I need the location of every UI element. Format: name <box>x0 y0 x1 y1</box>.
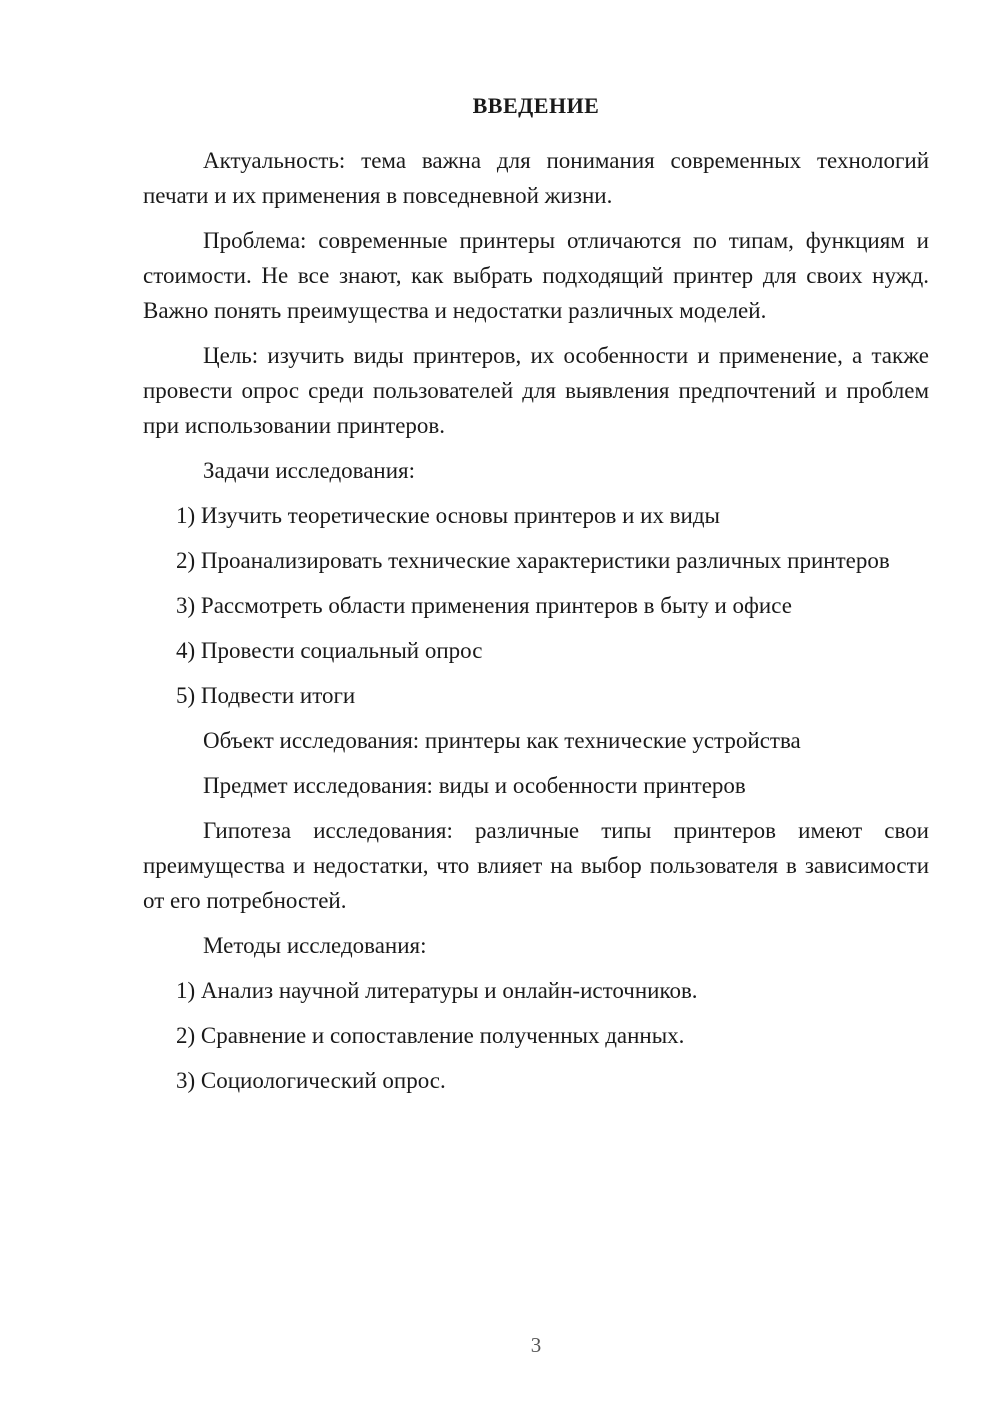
method-item-3: 3) Социологический опрос. <box>176 1068 446 1093</box>
section-heading: ВВЕДЕНИЕ <box>472 93 600 118</box>
task-item-4: 4) Провести социальный опрос <box>176 638 483 663</box>
method-item-1: 1) Анализ научной литературы и онлайн-источников. <box>176 978 698 1003</box>
object-paragraph: Объект исследования: принтеры как технические устройства <box>203 728 801 753</box>
relevance-paragraph: Актуальность: тема важна для понимания современных технологий печати и их применения в повседневной жизни. <box>143 148 929 208</box>
tasks-title: Задачи исследования: <box>203 458 416 483</box>
task-item-1: 1) Изучить теоретические основы принтеров и их виды <box>176 503 721 528</box>
task-item-5: 5) Подвести итоги <box>176 683 356 708</box>
page-number: 3 <box>530 1333 542 1357</box>
goal-paragraph: Цель: изучить виды принтеров, их особенности и применение, а также провести опрос среди пользователей для выявления предпочтений и проблем при использовании принтеров. <box>143 343 929 438</box>
subject-paragraph: Предмет исследования: виды и особенности принтеров <box>203 773 746 798</box>
hypothesis-paragraph: Гипотеза исследования: различные типы принтеров имеют свои преимущества и недостатки, что влияет на выбор пользователя в зависимости от его потребностей. <box>143 818 929 913</box>
methods-title: Методы исследования: <box>203 933 427 958</box>
method-item-2: 2) Сравнение и сопоставление полученных данных. <box>176 1023 685 1048</box>
task-item-3: 3) Рассмотреть области применения принтеров в быту и офисе <box>176 593 792 618</box>
document-body <box>143 143 929 1108</box>
task-item-2: 2) Проанализировать технические характеристики различных принтеров <box>176 548 890 573</box>
problem-paragraph: Проблема: современные принтеры отличаются по типам, функциям и стоимости. Не все знают, как выбрать подходящий принтер для своих нужд. Важно понять преимущества и недостатки различных моделей. <box>143 228 929 323</box>
